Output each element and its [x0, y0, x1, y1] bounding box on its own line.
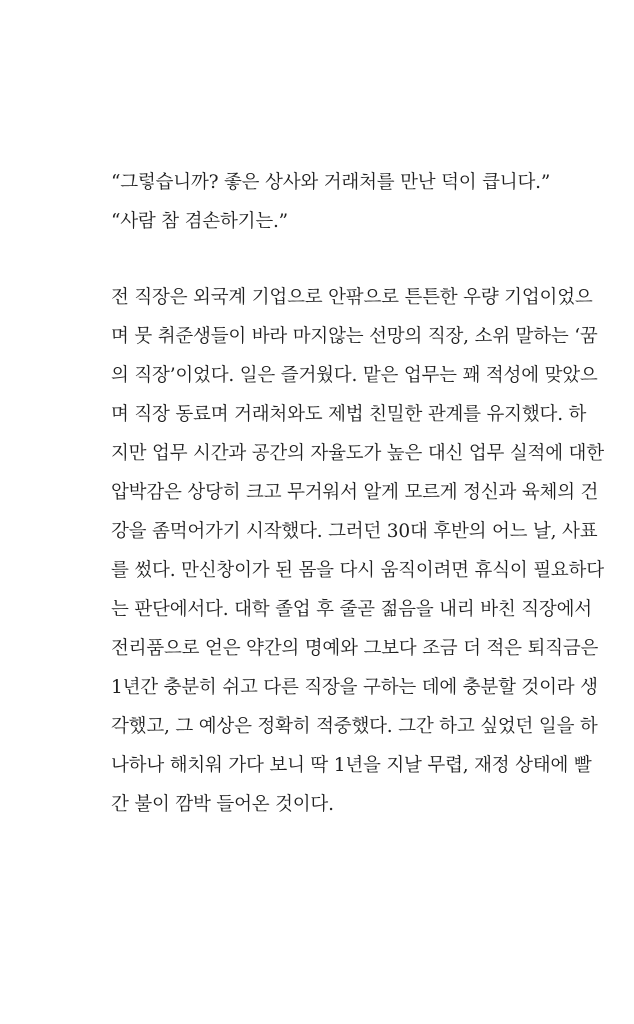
- paragraph-line: 1년간 충분히 쉬고 다른 직장을 구하는 데에 충분할 것이라 생: [111, 677, 598, 698]
- paragraph-line: 나하나 해치워 가다 보니 딱 1년을 지날 무렵, 재정 상태에 빨: [111, 755, 592, 776]
- paragraph-line: 지만 업무 시간과 공간의 자율도가 높은 대신 업무 실적에 대한: [111, 443, 604, 464]
- paragraph-line: 며 직장 동료며 거래처와도 제법 친밀한 관계를 유지했다. 하: [111, 404, 587, 425]
- paragraph-line: 는 판단에서다. 대학 졸업 후 줄곧 젊음을 내리 바친 직장에서: [111, 599, 592, 620]
- dialogue-line: “그렇습니까? 좋은 상사와 거래처를 만난 덕이 큽니다.”: [111, 172, 551, 193]
- paragraph-line: 전 직장은 외국계 기업으로 안팎으로 튼튼한 우량 기업이었으: [111, 287, 593, 308]
- paragraph-line: 압박감은 상당히 크고 무거워서 알게 모르게 정신과 육체의 건: [111, 482, 599, 503]
- paragraph-line: 강을 좀먹어가기 시작했다. 그러던 30대 후반의 어느 날, 사표: [111, 521, 598, 542]
- paragraph-line: 며 뭇 취준생들이 바라 마지않는 선망의 직장, 소위 말하는 ‘꿈: [111, 326, 598, 347]
- paragraph-line: 간 불이 깜박 들어온 것이다.: [111, 794, 334, 815]
- dialogue-line: “사람 참 겸손하기는.”: [111, 211, 288, 232]
- paragraph-line: 각했고, 그 예상은 정확히 적중했다. 그간 하고 싶었던 일을 하: [111, 716, 598, 737]
- paragraph-line: 의 직장’이었다. 일은 즐거웠다. 맡은 업무는 꽤 적성에 맞았으: [111, 365, 598, 386]
- paragraph-line: 를 썼다. 만신창이가 된 몸을 다시 움직이려면 휴식이 필요하다: [111, 560, 604, 581]
- paragraph-line: 전리품으로 얻은 약간의 명예와 그보다 조금 더 적은 퇴직금은: [111, 638, 599, 659]
